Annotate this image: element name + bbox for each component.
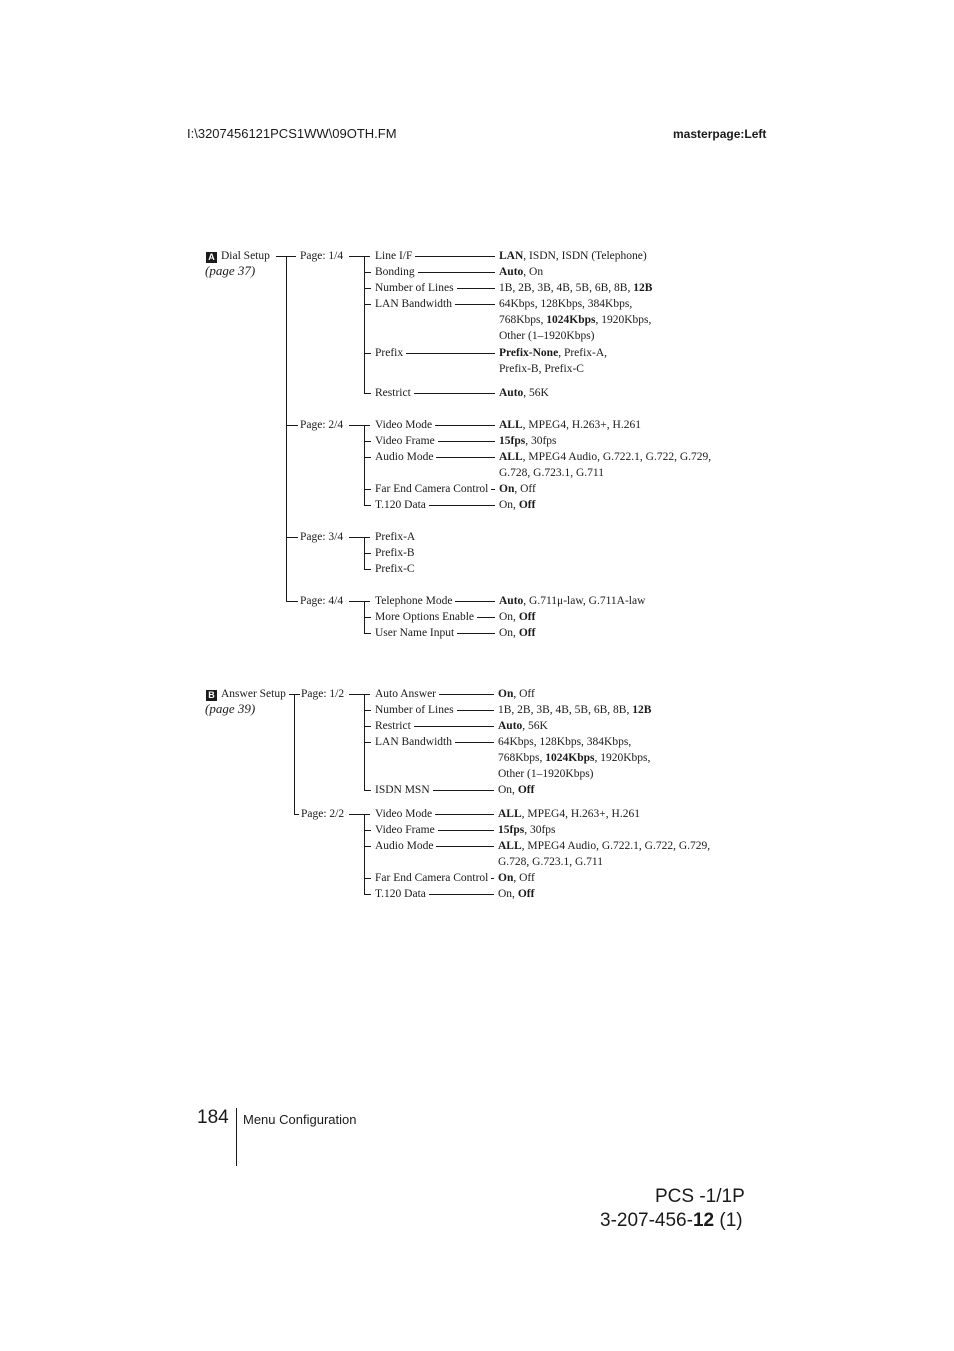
dial-page-ref: (page 37) bbox=[205, 263, 256, 278]
answer-value-leader-line bbox=[491, 878, 494, 879]
dial-menu-item: T.120 Data bbox=[375, 499, 426, 511]
answer-value-leader-line bbox=[435, 814, 494, 815]
answer-menu-item: LAN Bandwidth bbox=[375, 736, 452, 748]
answer-item-connector bbox=[364, 790, 371, 791]
answer-menu-item: Auto Answer bbox=[375, 688, 437, 700]
footer-divider bbox=[236, 1108, 237, 1166]
dial-item-connector bbox=[364, 288, 371, 289]
dial-page-connector bbox=[286, 537, 298, 538]
answer-menu-item: ISDN MSN bbox=[375, 784, 430, 796]
dial-branch-line bbox=[364, 425, 365, 506]
answer-menu-item: Video Mode bbox=[375, 808, 433, 820]
answer-option-values bbox=[498, 838, 710, 854]
section-name: Menu Configuration bbox=[243, 1112, 357, 1127]
dial-option-values bbox=[499, 328, 595, 344]
answer-item-connector bbox=[364, 894, 371, 895]
option-text: , 30fps bbox=[524, 824, 556, 836]
answer-option-values bbox=[498, 886, 534, 902]
default-option: ALL bbox=[498, 840, 522, 852]
option-text: , Off bbox=[513, 688, 535, 700]
option-text: Prefix-B, Prefix-C bbox=[499, 363, 584, 375]
option-text: On, bbox=[498, 784, 518, 796]
option-text: On, bbox=[499, 627, 519, 639]
answer-value-leader-line bbox=[457, 710, 494, 711]
dial-option-values bbox=[499, 385, 549, 401]
option-text: , 1920Kbps, bbox=[594, 752, 651, 764]
answer-menu-item: Far End Camera Control bbox=[375, 872, 489, 884]
default-option: On bbox=[499, 483, 515, 495]
answer-item-connector bbox=[364, 710, 371, 711]
default-option: On bbox=[498, 872, 514, 884]
answer-menu-item: Audio Mode bbox=[375, 840, 434, 852]
dial-menu-item: Far End Camera Control bbox=[375, 483, 489, 495]
dial-value-leader-line bbox=[435, 425, 495, 426]
dial-menu-item: Line I/F bbox=[375, 250, 413, 262]
option-text: On, bbox=[498, 888, 518, 900]
option-text: Other (1–1920Kbps) bbox=[498, 768, 594, 780]
default-option: Auto bbox=[499, 387, 524, 399]
answer-option-values bbox=[498, 870, 535, 886]
option-text: , MPEG4 Audio, G.722.1, G.722, G.729, bbox=[522, 451, 712, 463]
default-option: Auto bbox=[499, 266, 524, 278]
default-option: 15fps bbox=[499, 435, 526, 447]
dial-value-leader-line bbox=[418, 272, 495, 273]
dial-menu-item: User Name Input bbox=[375, 627, 455, 639]
option-text: G.728, G.723.1, G.711 bbox=[499, 467, 604, 479]
option-text: On, bbox=[499, 499, 519, 511]
option-text: , MPEG4, H.263+, H.261 bbox=[521, 808, 640, 820]
dial-page-label: Page: 3/4 bbox=[300, 531, 344, 543]
option-text: , 30fps bbox=[525, 435, 557, 447]
answer-item-connector bbox=[364, 742, 371, 743]
option-text: , Off bbox=[513, 872, 535, 884]
answer-option-values bbox=[498, 782, 534, 798]
default-option: 12B bbox=[633, 282, 653, 294]
part-number: 3-207-456-12 (1) bbox=[600, 1210, 743, 1231]
dial-menu-item: Telephone Mode bbox=[375, 595, 453, 607]
option-text: On, bbox=[499, 611, 519, 623]
option-text: , G.711μ-law, G.711A-law bbox=[523, 595, 646, 607]
dial-page-connector bbox=[286, 425, 298, 426]
answer-value-leader-line bbox=[436, 846, 494, 847]
answer-value-leader-line bbox=[439, 694, 494, 695]
answer-item-connector bbox=[364, 846, 371, 847]
default-option: LAN bbox=[499, 250, 524, 262]
answer-page-label: Page: 1/2 bbox=[301, 688, 345, 700]
answer-branch-line bbox=[364, 814, 365, 895]
dial-value-leader-line bbox=[406, 353, 495, 354]
default-option: Off bbox=[517, 888, 535, 900]
dial-page-label: Page: 1/4 bbox=[300, 250, 344, 262]
dial-item-connector bbox=[364, 304, 371, 305]
dial-option-values bbox=[499, 264, 543, 280]
dial-menu-item: Bonding bbox=[375, 266, 415, 278]
option-text: , On bbox=[523, 266, 544, 278]
dial-option-values bbox=[499, 465, 604, 481]
default-option: Off bbox=[518, 627, 536, 639]
answer-option-values bbox=[498, 854, 603, 870]
answer-menu-item: Video Frame bbox=[375, 824, 435, 836]
default-option: 1024Kbps bbox=[546, 314, 596, 326]
answer-page-label: Page: 2/2 bbox=[301, 808, 345, 820]
answer-page-branch-stub bbox=[349, 814, 370, 815]
option-text: 64Kbps, 128Kbps, 384Kbps, bbox=[498, 736, 632, 748]
dial-menu-item: Prefix-B bbox=[375, 547, 415, 559]
dial-value-leader-line bbox=[491, 489, 495, 490]
option-text: , 1920Kbps, bbox=[595, 314, 652, 326]
dial-value-leader-line bbox=[415, 256, 495, 257]
dial-page-label: Page: 2/4 bbox=[300, 419, 344, 431]
option-text: Other (1–1920Kbps) bbox=[499, 330, 595, 342]
masterpage-label: masterpage:Left bbox=[673, 127, 767, 141]
dial-page-connector bbox=[286, 601, 298, 602]
dial-item-connector bbox=[364, 569, 371, 570]
answer-setup-title bbox=[206, 686, 286, 702]
option-text: , MPEG4 Audio, G.722.1, G.722, G.729, bbox=[521, 840, 711, 852]
default-option: Auto bbox=[498, 720, 523, 732]
dial-page-branch-stub bbox=[349, 601, 370, 602]
dial-option-values bbox=[499, 449, 711, 465]
dial-option-values bbox=[499, 361, 584, 377]
dial-menu-item: Prefix-C bbox=[375, 563, 415, 575]
dial-item-connector bbox=[364, 353, 371, 354]
dial-value-leader-line bbox=[477, 617, 495, 618]
dial-menu-item: Audio Mode bbox=[375, 451, 434, 463]
answer-option-values bbox=[498, 702, 651, 718]
option-text: , Off bbox=[514, 483, 536, 495]
answer-menu-item: Number of Lines bbox=[375, 704, 454, 716]
dial-menu-item: Video Mode bbox=[375, 419, 433, 431]
option-text: 1B, 2B, 3B, 4B, 5B, 6B, 8B, bbox=[499, 282, 634, 294]
default-option: ALL bbox=[498, 808, 522, 820]
answer-value-leader-line bbox=[429, 894, 494, 895]
dial-item-connector bbox=[364, 505, 371, 506]
answer-value-leader-line bbox=[438, 830, 494, 831]
default-option: ALL bbox=[499, 451, 523, 463]
default-option: Prefix-None bbox=[499, 347, 559, 359]
default-option: 1024Kbps bbox=[545, 752, 595, 764]
dial-branch-line bbox=[364, 256, 365, 394]
dial-title-text: Dial Setup bbox=[221, 250, 270, 262]
dial-value-leader-line bbox=[429, 505, 495, 506]
dial-menu-item: Prefix bbox=[375, 347, 404, 359]
dial-item-connector bbox=[364, 617, 371, 618]
dial-option-values bbox=[499, 497, 535, 513]
default-option: Off bbox=[517, 784, 535, 796]
dial-item-connector bbox=[364, 272, 371, 273]
option-text: 768Kbps, bbox=[499, 314, 547, 326]
option-text: , ISDN, ISDN (Telephone) bbox=[523, 250, 647, 262]
dial-menu-item: More Options Enable bbox=[375, 611, 475, 623]
answer-marker-icon: B bbox=[206, 690, 217, 701]
answer-item-connector bbox=[364, 726, 371, 727]
dial-menu-item: LAN Bandwidth bbox=[375, 298, 452, 310]
dial-menu-item: Video Frame bbox=[375, 435, 435, 447]
answer-option-values bbox=[498, 734, 631, 750]
dial-value-leader-line bbox=[455, 304, 495, 305]
option-text: 64Kbps, 128Kbps, 384Kbps, bbox=[499, 298, 633, 310]
dial-menu-item: Number of Lines bbox=[375, 282, 454, 294]
dial-value-leader-line bbox=[414, 393, 495, 394]
dial-page-branch-stub bbox=[349, 425, 370, 426]
default-option: Off bbox=[518, 499, 536, 511]
option-text: , MPEG4, H.263+, H.261 bbox=[522, 419, 641, 431]
dial-value-leader-line bbox=[457, 633, 495, 634]
answer-option-values bbox=[498, 718, 548, 734]
answer-page-branch-stub bbox=[349, 694, 370, 695]
answer-value-leader-line bbox=[433, 790, 494, 791]
dial-item-connector bbox=[364, 393, 371, 394]
dial-option-values bbox=[499, 312, 651, 328]
answer-value-leader-line bbox=[414, 726, 494, 727]
default-option: Auto bbox=[499, 595, 524, 607]
option-text: G.728, G.723.1, G.711 bbox=[498, 856, 603, 868]
dial-menu-item: Restrict bbox=[375, 387, 411, 399]
dial-option-values bbox=[499, 593, 645, 609]
answer-value-leader-line bbox=[455, 742, 494, 743]
dial-option-values bbox=[499, 625, 535, 641]
default-option: 15fps bbox=[498, 824, 525, 836]
dial-option-values bbox=[499, 248, 647, 264]
answer-option-values bbox=[498, 686, 535, 702]
option-text: , Prefix-A, bbox=[558, 347, 608, 359]
default-option: On bbox=[498, 688, 514, 700]
dial-page-branch-stub bbox=[349, 256, 370, 257]
dial-value-leader-line bbox=[455, 601, 495, 602]
dial-marker-icon: A bbox=[206, 252, 217, 263]
dial-page-label: Page: 4/4 bbox=[300, 595, 344, 607]
dial-option-values bbox=[499, 296, 632, 312]
answer-page-ref: (page 39) bbox=[205, 701, 256, 716]
dial-setup-title bbox=[206, 248, 270, 264]
option-text: 768Kbps, bbox=[498, 752, 546, 764]
dial-option-values bbox=[499, 280, 652, 296]
dial-item-connector bbox=[364, 553, 371, 554]
option-text: , 56K bbox=[523, 387, 549, 399]
page-number: 184 bbox=[197, 1107, 229, 1128]
answer-option-values bbox=[498, 766, 594, 782]
dial-item-connector bbox=[364, 441, 371, 442]
answer-menu-item: T.120 Data bbox=[375, 888, 426, 900]
dial-option-values bbox=[499, 433, 557, 449]
file-path: I:\3207456121PCS1WW\09OTH.FM bbox=[187, 126, 397, 141]
dial-page-branch-stub bbox=[349, 537, 370, 538]
dial-option-values bbox=[499, 609, 535, 625]
answer-option-values bbox=[498, 806, 640, 822]
answer-menu-item: Restrict bbox=[375, 720, 411, 732]
dial-option-values bbox=[499, 417, 641, 433]
default-option: ALL bbox=[499, 419, 523, 431]
default-option: 12B bbox=[632, 704, 652, 716]
dial-value-leader-line bbox=[457, 288, 495, 289]
dial-option-values bbox=[499, 481, 536, 497]
dial-item-connector bbox=[364, 633, 371, 634]
answer-title-text: Answer Setup bbox=[221, 688, 286, 700]
dial-option-values bbox=[499, 345, 607, 361]
answer-page-connector bbox=[294, 814, 299, 815]
dial-item-connector bbox=[364, 457, 371, 458]
answer-item-connector bbox=[364, 878, 371, 879]
dial-value-leader-line bbox=[436, 457, 495, 458]
answer-trunk-line bbox=[294, 694, 295, 815]
default-option: Off bbox=[518, 611, 536, 623]
dial-menu-item: Prefix-A bbox=[375, 531, 416, 543]
dial-value-leader-line bbox=[438, 441, 495, 442]
dial-trunk-line bbox=[286, 256, 287, 602]
dial-item-connector bbox=[364, 489, 371, 490]
answer-item-connector bbox=[364, 830, 371, 831]
option-text: 1B, 2B, 3B, 4B, 5B, 6B, 8B, bbox=[498, 704, 633, 716]
model-code: PCS -1/1P bbox=[655, 1186, 745, 1207]
answer-option-values bbox=[498, 750, 650, 766]
option-text: , 56K bbox=[522, 720, 548, 732]
answer-option-values bbox=[498, 822, 556, 838]
